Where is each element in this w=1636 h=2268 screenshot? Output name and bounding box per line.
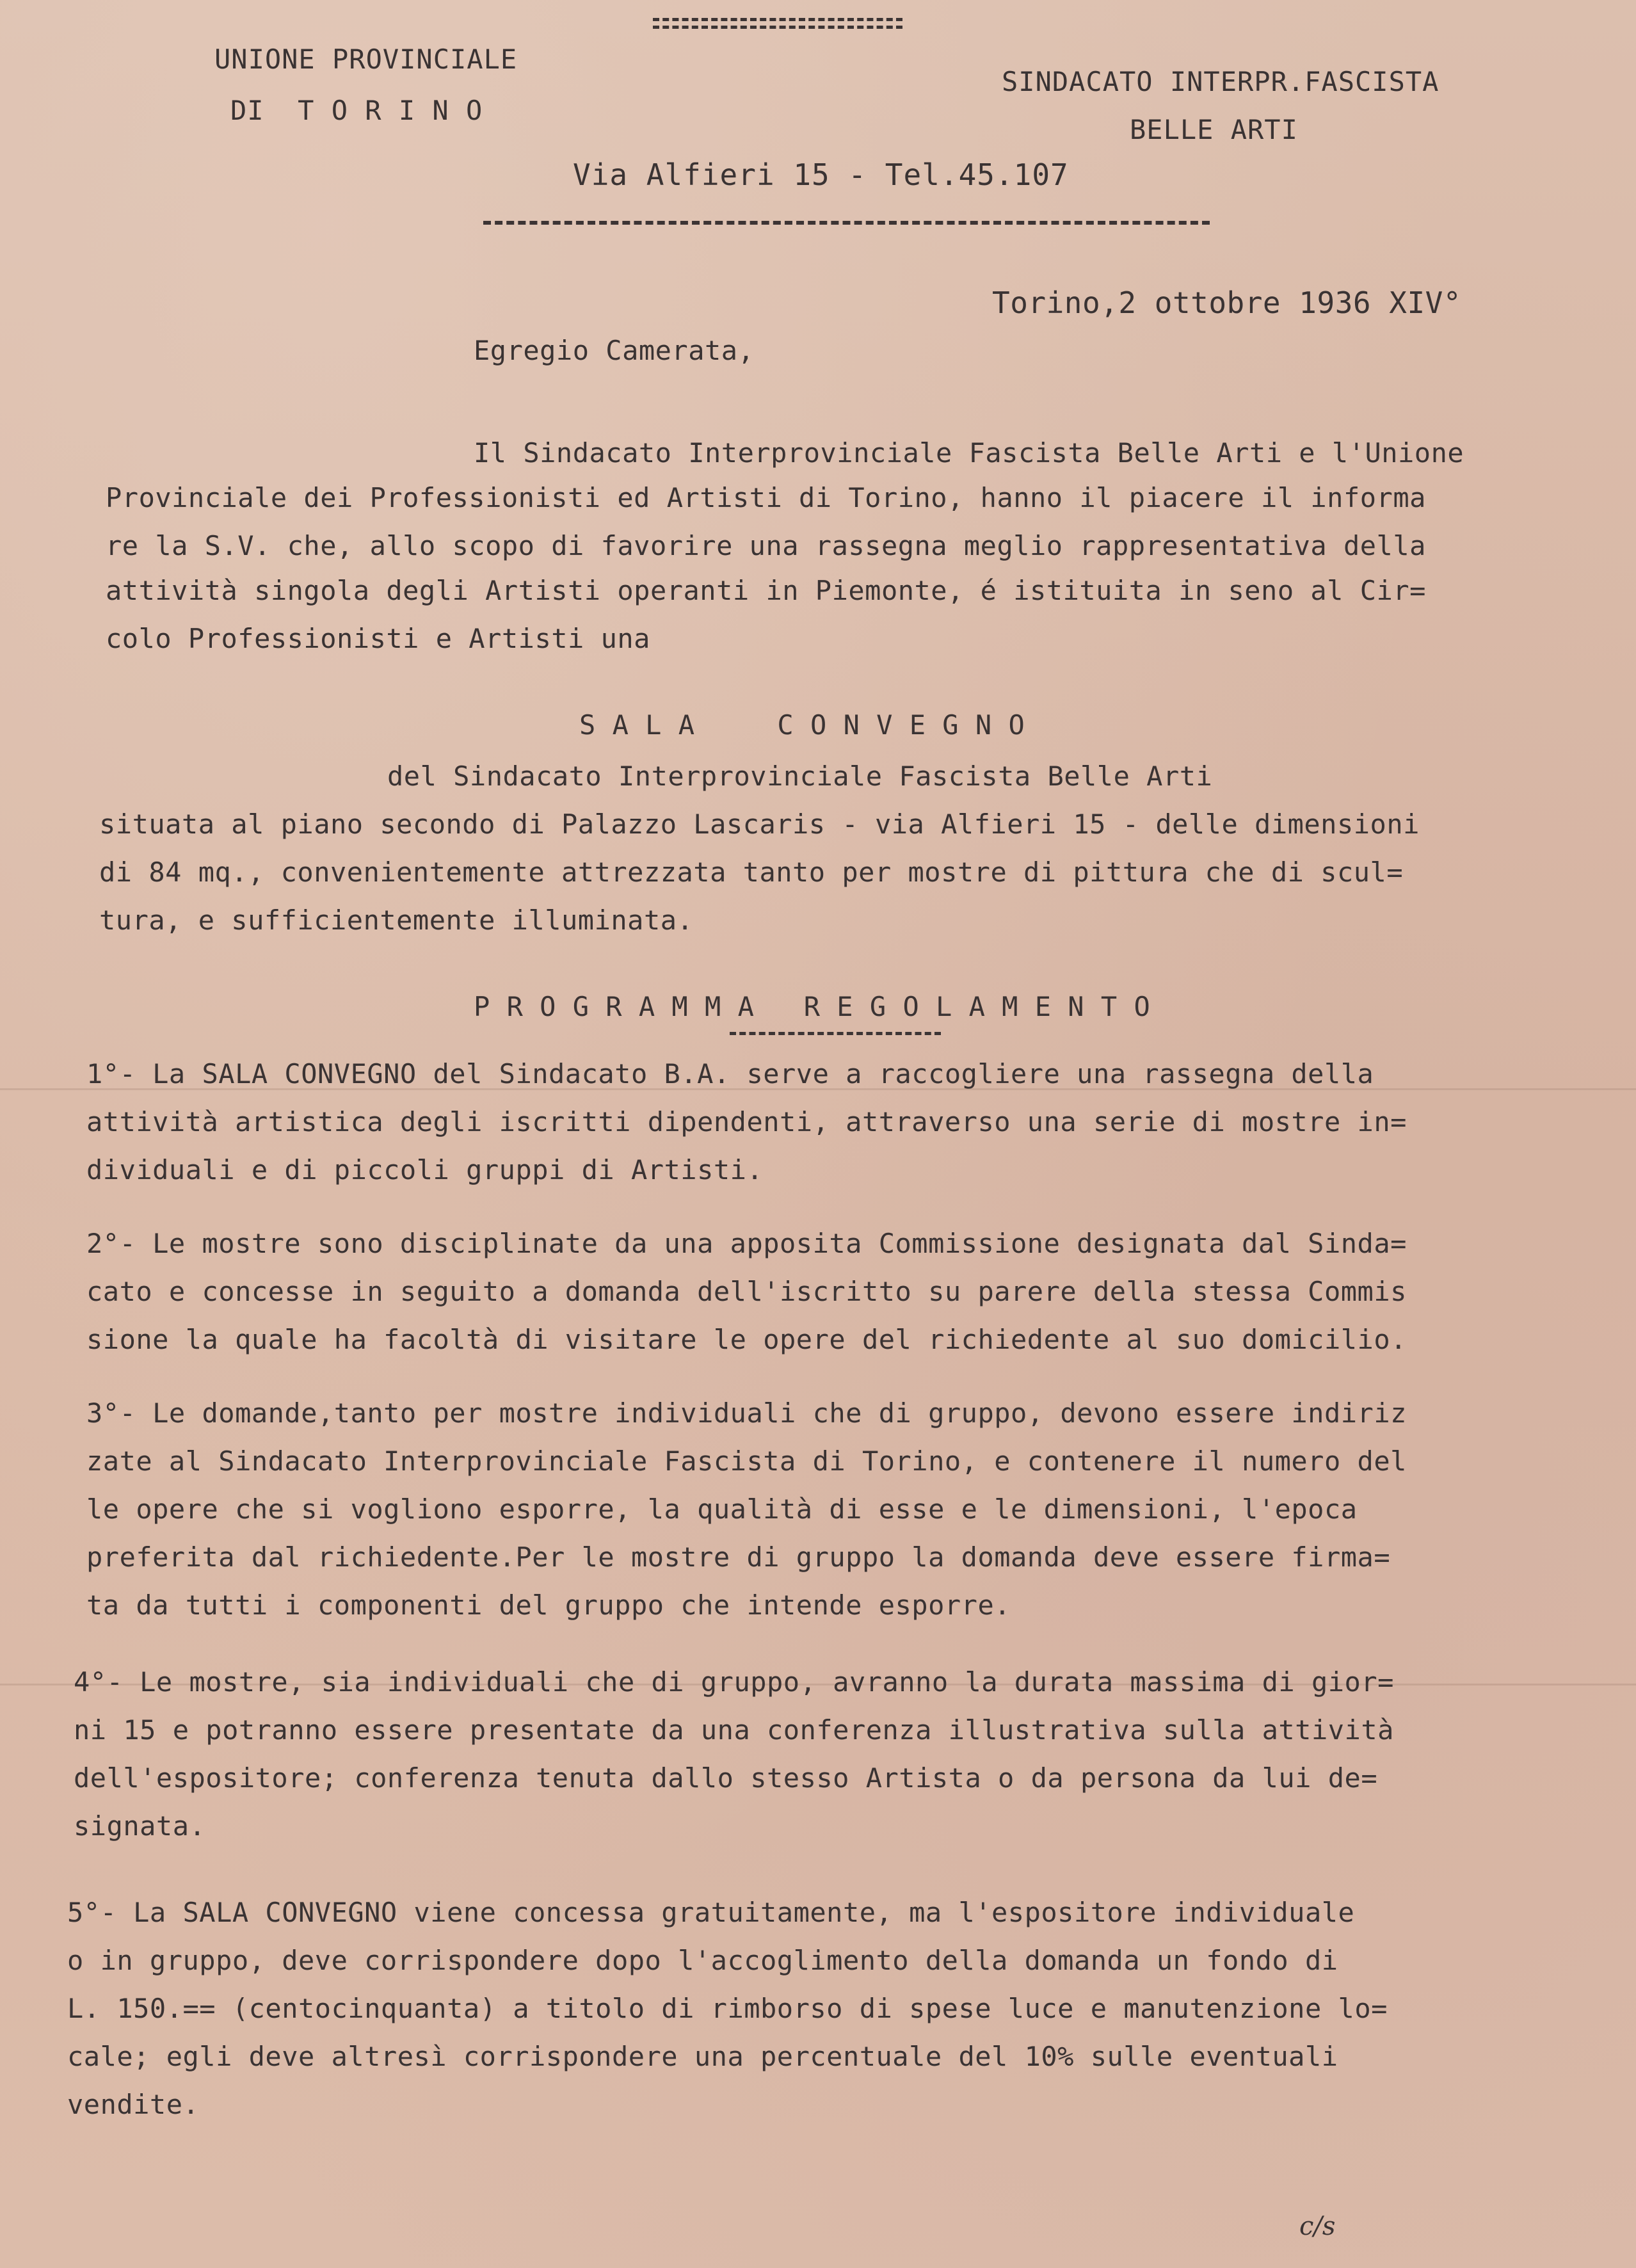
- intro-line: Provinciale dei Professionisti ed Artisti di Torino, hanno il piacere il informa: [106, 482, 1426, 513]
- sala-line: situata al piano secondo di Palazzo Lascaris - via Alfieri 15 - delle dimensioni: [99, 808, 1420, 840]
- salutation: Egregio Camerata,: [474, 335, 755, 366]
- sala-subtitle: del Sindacato Interprovinciale Fascista Belle Arti: [387, 760, 1213, 792]
- article-line: signata.: [74, 1810, 206, 1842]
- article-line: dividuali e di piccoli gruppi di Artisti.: [86, 1154, 764, 1186]
- article-line: cale; egli deve altresì corrispondere una percentuale del 10% sulle eventuali: [67, 2041, 1338, 2072]
- sala-title: S A L A C O N V E G N O: [579, 709, 1025, 741]
- article-line: preferita dal richiedente.Per le mostre di gruppo la domanda deve essere firma=: [86, 1541, 1391, 1573]
- article-line: dell'espositore; conferenza tenuta dallo stesso Artista o da persona da lui de=: [74, 1762, 1378, 1794]
- continuation-mark: c/s: [1299, 2212, 1336, 2241]
- top-rule: [653, 26, 902, 29]
- dateline: Torino,2 ottobre 1936 XIV°: [992, 286, 1462, 320]
- article-line: 5°- La SALA CONVEGNO viene concessa gratuitamente, ma l'espositore individuale: [67, 1897, 1355, 1928]
- article-line: ta da tutti i componenti del gruppo che intende esporre.: [86, 1589, 1011, 1621]
- article-line: le opere che si vogliono esporre, la qualità di esse e le dimensioni, l'epoca: [86, 1493, 1358, 1525]
- article-line: attività artistica degli iscritti dipendenti, attraverso una serie di mostre in=: [86, 1106, 1407, 1138]
- intro-line: Il Sindacato Interprovinciale Fascista Belle Arti e l'Unione: [474, 437, 1464, 469]
- header-rule: [483, 221, 1210, 225]
- sala-line: di 84 mq., convenientemente attrezzata tanto per mostre di pittura che di scul=: [99, 857, 1404, 888]
- top-rule: [653, 18, 902, 21]
- left-org-line1: UNIONE PROVINCIALE: [214, 44, 518, 75]
- article-line: L. 150.== (centocinquanta) a titolo di rimborso di spese luce e manutenzione lo=: [67, 1993, 1388, 2024]
- article-line: sione la quale ha facoltà di visitare le opere del richiedente al suo domicilio.: [86, 1324, 1407, 1355]
- article-line: 4°- Le mostre, sia individuali che di gruppo, avranno la durata massima di gior=: [74, 1666, 1394, 1698]
- left-org-line2: DI T O R I N O: [230, 95, 483, 126]
- programma-rule: [730, 1032, 941, 1035]
- header-address: Via Alfieri 15 - Tel.45.107: [573, 157, 1069, 192]
- article-line: zate al Sindacato Interprovinciale Fascista di Torino, e contenere il numero del: [86, 1445, 1407, 1477]
- intro-line: re la S.V. che, allo scopo di favorire una rassegna meglio rappresentativa della: [106, 530, 1426, 561]
- article-line: ni 15 e potranno essere presentate da una conferenza illustrativa sulla attività: [74, 1714, 1394, 1746]
- article-line: o in gruppo, deve corrispondere dopo l'accoglimento della domanda un fondo di: [67, 1945, 1338, 1976]
- programma-title: P R O G R A M M A R E G O L A M E N T O: [474, 991, 1151, 1022]
- article-line: 1°- La SALA CONVEGNO del Sindacato B.A. serve a raccogliere una rassegna della: [86, 1058, 1374, 1090]
- article-line: 2°- Le mostre sono disciplinate da una apposita Commissione designata dal Sinda=: [86, 1228, 1407, 1259]
- intro-line: colo Professionisti e Artisti una: [106, 623, 650, 654]
- right-org-line2: BELLE ARTI: [1130, 114, 1298, 145]
- right-org-line1: SINDACATO INTERPR.FASCISTA: [1002, 66, 1440, 97]
- article-line: vendite.: [67, 2089, 200, 2120]
- intro-line: attività singola degli Artisti operanti in Piemonte, é istituita in seno al Cir=: [106, 575, 1426, 606]
- article-line: 3°- Le domande,tanto per mostre individuali che di gruppo, devono essere indiriz: [86, 1397, 1407, 1429]
- article-line: cato e concesse in seguito a domanda dell'iscritto su parere della stessa Commis: [86, 1276, 1407, 1307]
- sala-line: tura, e sufficientemente illuminata.: [99, 905, 694, 936]
